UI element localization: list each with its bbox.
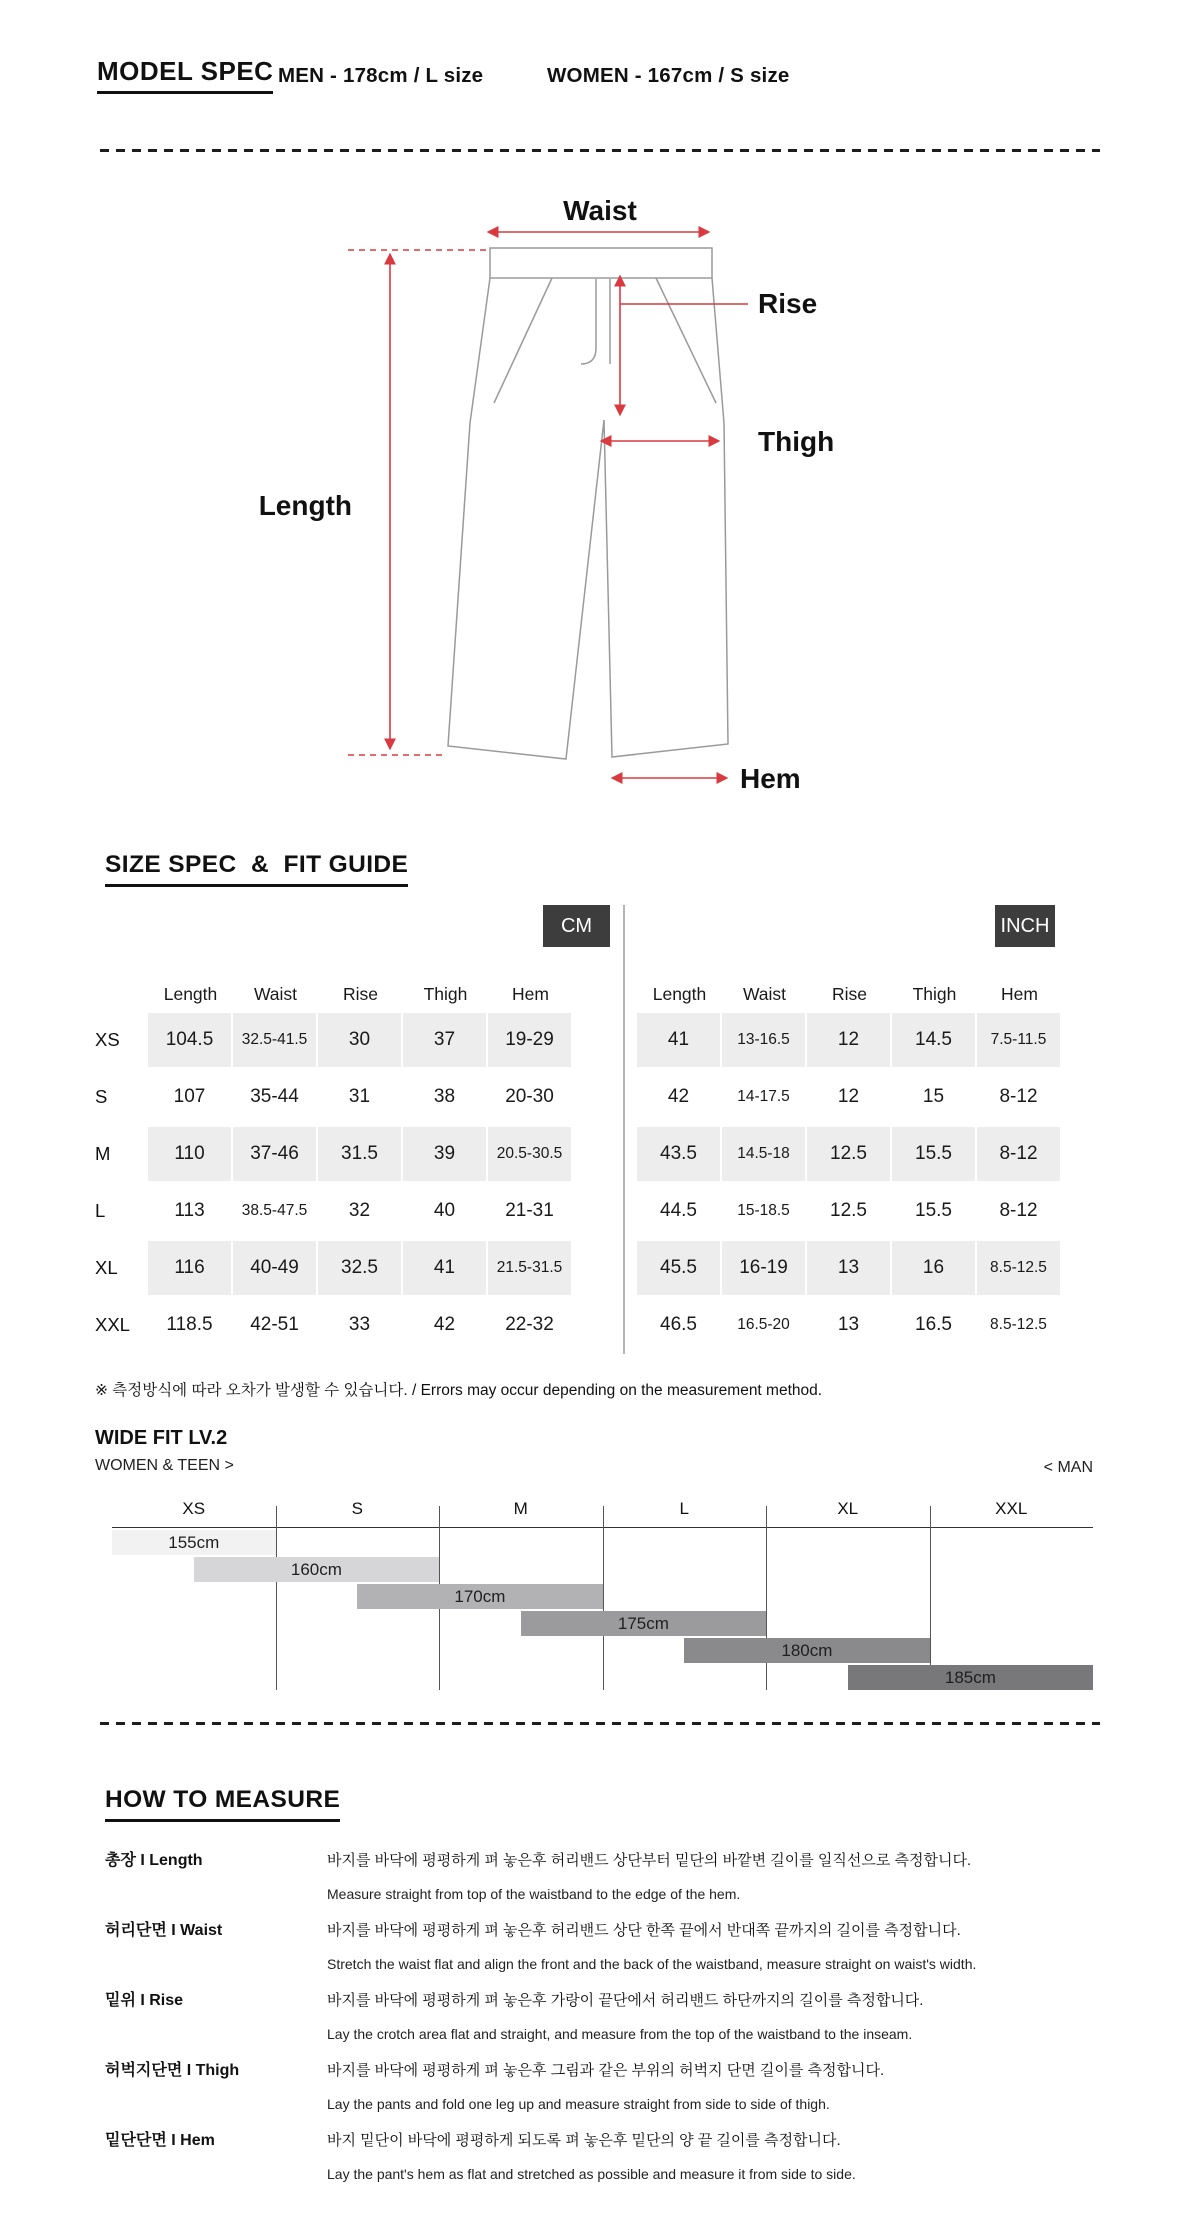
table-cell: 8.5-12.5: [990, 1316, 1047, 1333]
table-cell: 42-51: [250, 1314, 299, 1335]
table-header-row: [95, 975, 573, 1013]
table-cell: 16-19: [722, 1241, 805, 1295]
table-cell: 40-49: [233, 1241, 316, 1295]
table-cell: 110: [148, 1127, 231, 1181]
measure-label: 허리단면 I Waist: [105, 1922, 223, 1939]
table-cell: 30: [318, 1013, 401, 1067]
table-cell: 37-46: [233, 1127, 316, 1181]
table-cell: 35-44: [250, 1086, 299, 1107]
measure-row: [105, 2130, 1105, 2185]
measure-label: 총장 I Length: [105, 1852, 203, 1869]
size-row-label: L: [95, 1200, 106, 1221]
table-cell: 13-16.5: [722, 1013, 805, 1067]
table-cell: 31: [348, 1086, 371, 1107]
divider-bottom: [100, 1722, 1100, 1725]
table-row: [637, 1241, 1062, 1295]
table-cell: 33: [348, 1314, 371, 1335]
fit-guide-chart: [112, 1499, 1093, 1695]
table-cell: 38: [433, 1086, 456, 1107]
measure-description: [327, 2130, 856, 2185]
rise-label: Rise: [758, 288, 818, 319]
table-cell: 7.5-11.5: [977, 1013, 1060, 1067]
table-row: [95, 1070, 573, 1124]
table-cell: 14-17.5: [737, 1088, 790, 1105]
measure-row: [105, 2060, 1105, 2115]
chart-column-separator: [276, 1506, 277, 1690]
divider-top: [100, 149, 1100, 152]
table-row: [95, 1013, 573, 1067]
table-cell: 16.5-20: [737, 1316, 790, 1333]
left-leg: [448, 278, 604, 759]
size-spec-title: SIZE SPEC & FIT GUIDE: [105, 851, 408, 887]
size-row-label: XL: [95, 1257, 118, 1278]
table-corner: [95, 975, 148, 1013]
measure-row: [105, 1920, 1105, 1975]
fit-guide-man: < MAN: [1043, 1459, 1093, 1476]
table-cell: 42: [667, 1086, 690, 1107]
table-cell: 14.5: [892, 1013, 975, 1067]
column-header: Hem: [512, 983, 549, 1004]
cm-badge: CM: [543, 905, 610, 947]
table-cell: 14.5-18: [722, 1127, 805, 1181]
height-range-bar: 160cm: [194, 1557, 439, 1582]
fly-line-inner: [581, 279, 596, 364]
table-cell: 32: [348, 1200, 371, 1221]
chart-column-separator: [603, 1506, 604, 1690]
column-header: Length: [163, 983, 218, 1004]
table-cell: 43.5: [637, 1127, 720, 1181]
table-cell: 8.5-12.5: [977, 1241, 1060, 1295]
measure-description-kr: 바지를 바닥에 평평하게 펴 놓은후 허리밴드 상단 한쪽 끝에서 반대쪽 끝까지의 길이를 측정합니다.: [327, 1922, 961, 1939]
chart-size-label: XL: [837, 1499, 859, 1518]
column-header: Hem: [1001, 983, 1038, 1004]
measure-description-kr: 바지를 바닥에 평평하게 펴 놓은후 가랑이 끝단에서 허리밴드 하단까지의 길이를 측정합니다.: [327, 1992, 924, 2009]
table-cell: 21-31: [505, 1200, 554, 1221]
table-cell: 13: [837, 1314, 860, 1335]
table-cell: 15-18.5: [737, 1202, 790, 1219]
table-cell: 41: [637, 1013, 720, 1067]
size-table-inch: [637, 975, 1062, 1355]
table-cell: 116: [148, 1241, 231, 1295]
table-cell: 42: [433, 1314, 456, 1335]
table-cell: 19-29: [488, 1013, 571, 1067]
table-cell: 41: [403, 1241, 486, 1295]
table-cell: 40: [433, 1200, 456, 1221]
size-table-cm: [95, 975, 573, 1355]
size-row-label: M: [95, 1143, 111, 1164]
table-cell: 113: [174, 1200, 205, 1221]
measure-description-en: Measure straight from top of the waistband to the edge of the hem.: [327, 1886, 741, 1902]
measure-label: 허벅지단면 I Thigh: [105, 2062, 240, 2079]
table-cell: 15: [922, 1086, 945, 1107]
thigh-label: Thigh: [758, 426, 835, 457]
measure-description: [327, 1850, 971, 1905]
table-row: [95, 1127, 573, 1181]
size-row-label: XS: [95, 1029, 120, 1050]
table-cell: 44.5: [660, 1200, 697, 1221]
measure-description-en: Stretch the waist flat and align the front and the back of the waistband, measure straight on waist's width.: [327, 1956, 977, 1972]
table-cell: 8-12: [999, 1086, 1038, 1107]
pants-outline: [448, 248, 728, 759]
table-cell: 12.5: [807, 1127, 890, 1181]
how-to-measure-title: HOW TO MEASURE: [105, 1786, 340, 1822]
table-cell: 45.5: [637, 1241, 720, 1295]
table-row: [637, 1013, 1062, 1067]
table-row: [95, 1298, 573, 1352]
table-cell: 13: [807, 1241, 890, 1295]
measure-description: [327, 1920, 976, 1975]
table-row: [95, 1241, 573, 1295]
chart-column-separator: [930, 1506, 931, 1690]
table-cell: 21.5-31.5: [488, 1241, 571, 1295]
measure-description-en: Lay the pants and fold one leg up and measure straight from side to side of thigh.: [327, 2096, 830, 2112]
table-divider: [623, 905, 625, 1354]
measure-description-kr: 바지를 바닥에 평평하게 펴 놓은후 그림과 같은 부위의 허벅지 단면 길이를 측정합니다.: [327, 2062, 885, 2079]
height-range-bar: 185cm: [848, 1665, 1093, 1690]
chart-size-label: S: [351, 1499, 363, 1518]
table-cell: 15.5: [915, 1200, 952, 1221]
table-header-row: [637, 975, 1062, 1013]
table-cell: 22-32: [505, 1314, 554, 1335]
measure-description: [327, 2060, 884, 2115]
measure-row: [105, 1850, 1105, 1905]
height-range-bar: 155cm: [112, 1530, 276, 1555]
column-header: Length: [652, 983, 707, 1004]
column-header: Rise: [831, 983, 867, 1004]
table-cell: 20-30: [505, 1086, 554, 1107]
table-cell: 8-12: [977, 1127, 1060, 1181]
table-cell: 16.5: [915, 1314, 952, 1335]
column-header: Rise: [342, 983, 378, 1004]
measure-description-kr: 바지 밑단이 바닥에 평평하게 되도록 펴 놓은후 밑단의 양 끝 길이를 측정합니다.: [327, 2132, 841, 2149]
measurement-note: ※ 측정방식에 따라 오차가 발생할 수 있습니다. / Errors may occur depending on the measurement method.: [95, 1382, 823, 1399]
table-cell: 32.5: [318, 1241, 401, 1295]
size-row-label: S: [95, 1086, 108, 1107]
column-header: Waist: [253, 983, 298, 1004]
right-pocket-line: [656, 278, 716, 403]
measure-description-en: Lay the crotch area flat and straight, and measure from the top of the waistband to the inseam.: [327, 2026, 913, 2042]
table-cell: 8-12: [999, 1200, 1038, 1221]
chart-size-label: M: [513, 1499, 528, 1518]
table-cell: 39: [403, 1127, 486, 1181]
left-pocket-line: [494, 278, 552, 403]
measure-label: 밑위 I Rise: [105, 1992, 184, 2009]
table-cell: 20.5-30.5: [488, 1127, 571, 1181]
table-row: [95, 1184, 573, 1238]
table-cell: 104.5: [148, 1013, 231, 1067]
pants-measurement-diagram: [0, 158, 1200, 808]
column-header: Thigh: [423, 983, 468, 1004]
size-row-label: XXL: [95, 1314, 130, 1335]
chart-size-label: L: [679, 1499, 689, 1518]
table-row: [637, 1070, 1062, 1124]
measure-description-kr: 바지를 바닥에 평평하게 펴 놓은후 허리밴드 상단부터 밑단의 바깥변 길이를 일직선으로 측정합니다.: [327, 1852, 972, 1869]
fit-guide-women-teen: WOMEN & TEEN >: [95, 1457, 234, 1474]
hem-label: Hem: [740, 763, 801, 794]
chart-size-label: XS: [182, 1499, 206, 1518]
how-to-measure-list: [105, 1850, 1105, 2200]
table-cell: 15.5: [892, 1127, 975, 1181]
height-range-bar: 175cm: [521, 1611, 766, 1636]
table-cell: 107: [173, 1086, 206, 1107]
measure-row: [105, 1990, 1105, 2045]
length-label: Length: [258, 490, 352, 521]
measure-description-en: Lay the pant's hem as flat and stretched as possible and measure it from side to side.: [327, 2166, 856, 2182]
measure-description: [327, 1990, 923, 2045]
waistband: [490, 248, 712, 278]
page-title: MODEL SPEC: [97, 56, 273, 94]
height-range-bar: 180cm: [684, 1638, 929, 1663]
table-row: [637, 1127, 1062, 1181]
column-header: Waist: [742, 983, 787, 1004]
table-cell: 46.5: [660, 1314, 697, 1335]
height-range-bar: 170cm: [357, 1584, 602, 1609]
right-leg: [604, 278, 728, 757]
table-cell: 16: [892, 1241, 975, 1295]
table-cell: 12.5: [830, 1200, 867, 1221]
measure-label: 밑단단면 I Hem: [105, 2132, 215, 2149]
table-cell: 32.5-41.5: [233, 1013, 316, 1067]
waist-label: Waist: [563, 195, 637, 226]
inch-badge: INCH: [995, 905, 1055, 947]
table-row: [637, 1184, 1062, 1238]
table-cell: 118.5: [166, 1314, 213, 1335]
table-cell: 37: [403, 1013, 486, 1067]
table-row: [637, 1298, 1062, 1352]
table-cell: 12: [807, 1013, 890, 1067]
chart-size-label: XXL: [995, 1499, 1028, 1518]
table-cell: 12: [837, 1086, 860, 1107]
table-cell: 31.5: [318, 1127, 401, 1181]
model-spec-women: WOMEN - 167cm / S size: [547, 64, 790, 87]
table-cell: 38.5-47.5: [241, 1202, 308, 1219]
fit-guide-title: WIDE FIT LV.2: [95, 1427, 228, 1449]
model-spec-men: MEN - 178cm / L size: [278, 64, 484, 87]
column-header: Thigh: [912, 983, 957, 1004]
